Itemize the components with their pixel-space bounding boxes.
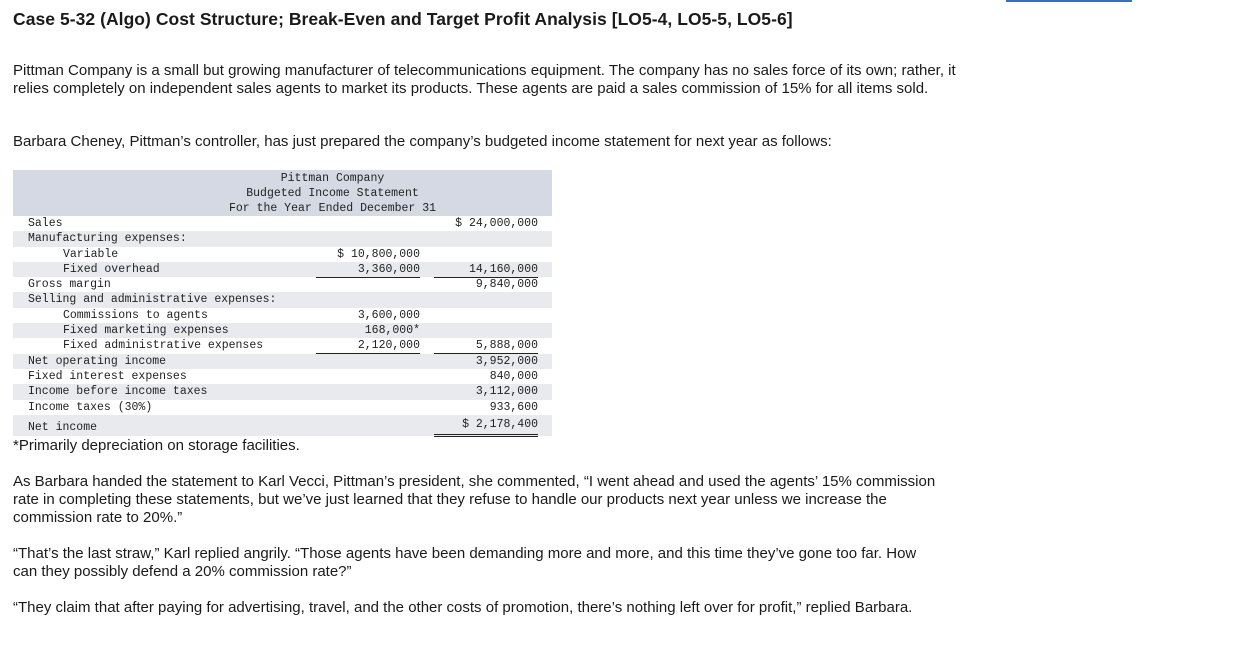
row-gross-margin	[13, 277, 552, 292]
row-total: 840,000	[434, 369, 538, 385]
row-fixed-overhead	[13, 262, 552, 277]
controller-paragraph: Barbara Cheney, Pittman’s controller, has just prepared the company’s budgeted income statement for next year as follows:	[13, 133, 832, 150]
row-label: Gross margin	[28, 278, 111, 292]
row-label: Fixed marketing expenses	[63, 324, 229, 338]
row-label: Selling and administrative expenses:	[28, 293, 277, 307]
row-label: Fixed overhead	[63, 262, 160, 276]
row-label: Manufacturing expenses:	[28, 232, 187, 246]
row-amount: $ 10,800,000	[337, 247, 420, 261]
row-amount: 168,000*	[364, 324, 420, 338]
row-net-income	[13, 415, 552, 436]
row-total: 5,888,000	[434, 338, 538, 354]
row-variable	[13, 247, 552, 262]
row-label: Fixed administrative expenses	[63, 339, 264, 353]
row-total: 9,840,000	[475, 278, 538, 292]
row-amount: 3,600,000	[357, 308, 420, 322]
row-label: Sales	[28, 217, 63, 230]
statement-name: Budgeted Income Statement	[246, 187, 419, 200]
row-label: Income taxes (30%)	[28, 400, 153, 414]
paragraph-3: As Barbara handed the statement to Karl Vecci, Pittman’s president, she commented, “I went ahead and used the agents’ 15% commission rate in completing these statements, but we’ve just learned that they refuse to handle our products next year unless we increase the commission rate to 20%.”	[13, 473, 936, 526]
statement-company: Pittman Company	[280, 172, 385, 185]
row-total: 3,112,000	[475, 385, 538, 399]
row-sales	[13, 216, 552, 231]
row-income-before-taxes	[13, 384, 552, 399]
row-total: 14,160,000	[434, 262, 538, 278]
row-net-operating-income	[13, 354, 552, 369]
row-amount: 3,360,000	[316, 262, 420, 278]
row-label: Variable	[63, 247, 119, 261]
row-fixed-administrative	[13, 338, 552, 353]
statement-period: For the Year Ended December 31	[228, 202, 437, 215]
intro-paragraph: Pittman Company is a small but growing manufacturer of telecommunications equipment. The company has no sales force of its own; rather, it relies completely on independent sales agents to market its products. These agents are paid a sales commission of 15% for all items sold.	[13, 62, 956, 97]
row-total: $ 24,000,000	[455, 217, 538, 230]
row-label: Fixed interest expenses	[28, 369, 187, 383]
row-fixed-marketing	[13, 323, 552, 338]
row-total: $ 2,178,400	[434, 416, 538, 437]
row-manufacturing-expenses	[13, 231, 552, 246]
row-label: Net operating income	[28, 354, 167, 368]
statement-header	[13, 170, 552, 216]
row-total: 3,952,000	[475, 354, 538, 368]
row-label: Commissions to agents	[63, 308, 208, 322]
row-label: Income before income taxes	[28, 385, 208, 399]
income-statement	[13, 170, 552, 436]
row-income-taxes	[13, 400, 552, 415]
footnote: *Primarily depreciation on storage facilities.	[13, 437, 300, 454]
page-title: Case 5-32 (Algo) Cost Structure; Break-Even and Target Profit Analysis [LO5-4, LO5-5, LO5-6]	[13, 9, 793, 29]
paragraph-4: “That’s the last straw,” Karl replied angrily. “Those agents have been demanding more and more, and this time they’ve gone too far. How can they possibly defend a 20% commission rate?”	[13, 545, 917, 580]
row-amount: 2,120,000	[316, 338, 420, 354]
top-accent-bar	[1006, 0, 1132, 2]
paragraph-5: “They claim that after paying for advertising, travel, and the other costs of promotion, there’s nothing left over for profit,” replied Barbara.	[13, 599, 913, 616]
row-fixed-interest	[13, 369, 552, 384]
row-total: 933,600	[434, 400, 538, 416]
row-commissions	[13, 308, 552, 323]
row-selling-admin	[13, 292, 552, 307]
row-label: Net income	[28, 420, 98, 434]
